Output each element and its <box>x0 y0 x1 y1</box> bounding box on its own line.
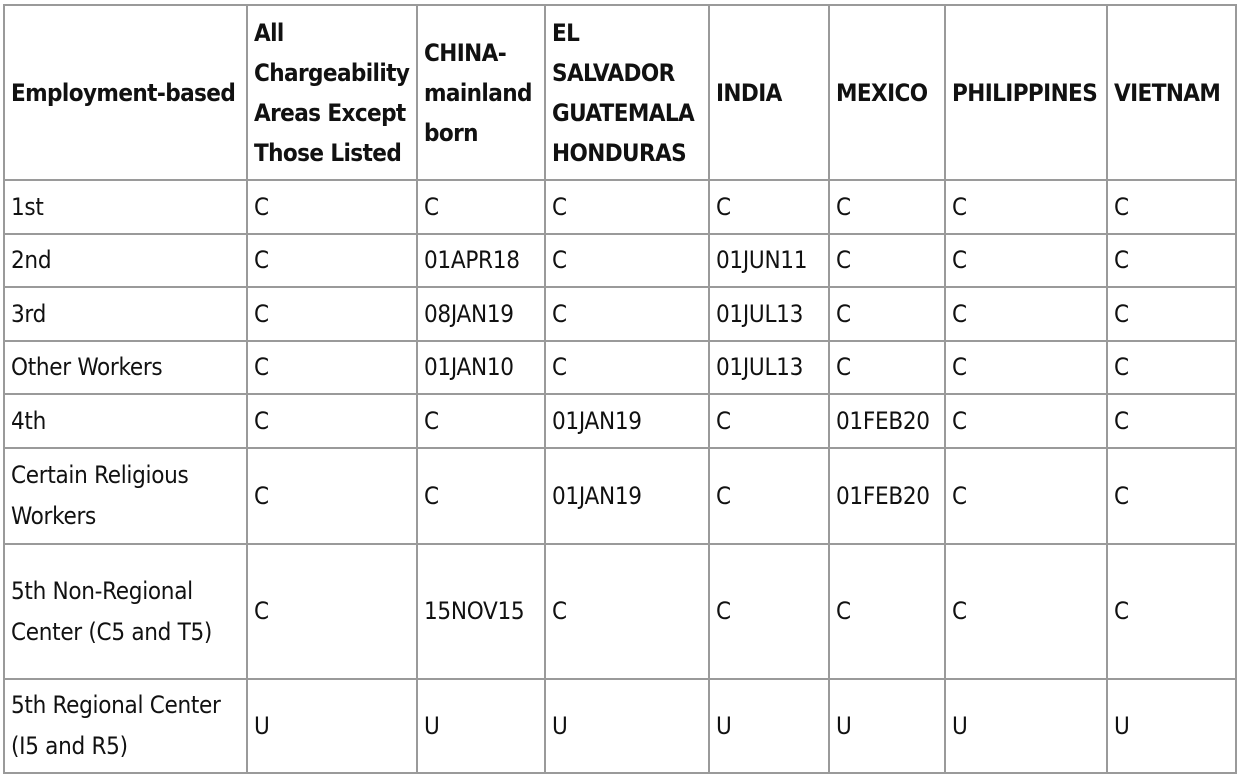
table-cell: U <box>545 679 709 773</box>
table-row <box>4 180 1236 234</box>
table-row <box>4 544 1236 679</box>
header-mexico: MEXICO <box>829 5 945 180</box>
table-cell: C <box>709 394 829 448</box>
table-cell: 01JUL13 <box>709 287 829 341</box>
table-cell: C <box>545 341 709 394</box>
row-label: 1st <box>4 180 247 234</box>
table-cell: C <box>417 448 545 544</box>
table-cell: C <box>247 341 417 394</box>
table-cell: C <box>1107 341 1236 394</box>
row-label: 2nd <box>4 234 247 287</box>
table-cell: 15NOV15 <box>417 544 545 679</box>
table-cell: C <box>1107 544 1236 679</box>
header-all-chargeability: All Chargeability Areas Except Those Listed <box>247 5 417 180</box>
table-cell: C <box>545 544 709 679</box>
row-label: Certain Religious Workers <box>4 448 247 544</box>
table-cell: C <box>709 180 829 234</box>
table-cell: C <box>829 180 945 234</box>
table-row <box>4 679 1236 773</box>
table-cell: C <box>945 180 1107 234</box>
table-cell: C <box>1107 448 1236 544</box>
table-cell: U <box>829 679 945 773</box>
table-cell: C <box>1107 180 1236 234</box>
table-row <box>4 394 1236 448</box>
table-row <box>4 341 1236 394</box>
header-vietnam: VIETNAM <box>1107 5 1236 180</box>
table-cell: C <box>829 544 945 679</box>
table-cell: C <box>829 287 945 341</box>
row-label: 5th Non-Regional Center (C5 and T5) <box>4 544 247 679</box>
table-cell: 01JAN10 <box>417 341 545 394</box>
table-cell: C <box>709 544 829 679</box>
header-philippines: PHILIPPINES <box>945 5 1107 180</box>
table-cell: U <box>1107 679 1236 773</box>
table-header-row <box>4 5 1236 180</box>
table-cell: C <box>247 544 417 679</box>
table-cell: 01JAN19 <box>545 448 709 544</box>
table-row <box>4 287 1236 341</box>
header-china: CHINA-mainland born <box>417 5 545 180</box>
table-cell: C <box>545 287 709 341</box>
table-cell: C <box>417 394 545 448</box>
table-cell: C <box>247 234 417 287</box>
table-cell: C <box>1107 234 1236 287</box>
table-cell: C <box>945 341 1107 394</box>
table-cell: 01FEB20 <box>829 394 945 448</box>
table-cell: C <box>945 287 1107 341</box>
table-cell: C <box>1107 287 1236 341</box>
table-cell: C <box>945 544 1107 679</box>
table-cell: C <box>945 448 1107 544</box>
table-cell: C <box>247 394 417 448</box>
table-cell: 01JAN19 <box>545 394 709 448</box>
table-cell: C <box>945 234 1107 287</box>
table-cell: U <box>945 679 1107 773</box>
visa-bulletin-table <box>3 4 1237 774</box>
table-cell: C <box>829 234 945 287</box>
row-label: Other Workers <box>4 341 247 394</box>
row-label: 5th Regional Center (I5 and R5) <box>4 679 247 773</box>
table-cell: U <box>709 679 829 773</box>
table-cell: C <box>945 394 1107 448</box>
table-cell: 01APR18 <box>417 234 545 287</box>
table-row <box>4 234 1236 287</box>
table-cell: 08JAN19 <box>417 287 545 341</box>
table-cell: C <box>417 180 545 234</box>
table-cell: C <box>247 180 417 234</box>
table-cell: C <box>829 341 945 394</box>
table-cell: C <box>545 234 709 287</box>
header-el-salvador-guatemala-honduras: EL SALVADOR GUATEMALA HONDURAS <box>545 5 709 180</box>
row-label: 4th <box>4 394 247 448</box>
header-india: INDIA <box>709 5 829 180</box>
table-cell: U <box>247 679 417 773</box>
table-row <box>4 448 1236 544</box>
table-cell: C <box>1107 394 1236 448</box>
table-cell: C <box>545 180 709 234</box>
table-cell: 01JUL13 <box>709 341 829 394</box>
table-cell: C <box>709 448 829 544</box>
table-cell: 01FEB20 <box>829 448 945 544</box>
row-label: 3rd <box>4 287 247 341</box>
table-cell: 01JUN11 <box>709 234 829 287</box>
table-cell: C <box>247 287 417 341</box>
table-cell: C <box>247 448 417 544</box>
header-employment-based: Employment-based <box>4 5 247 180</box>
table-cell: U <box>417 679 545 773</box>
